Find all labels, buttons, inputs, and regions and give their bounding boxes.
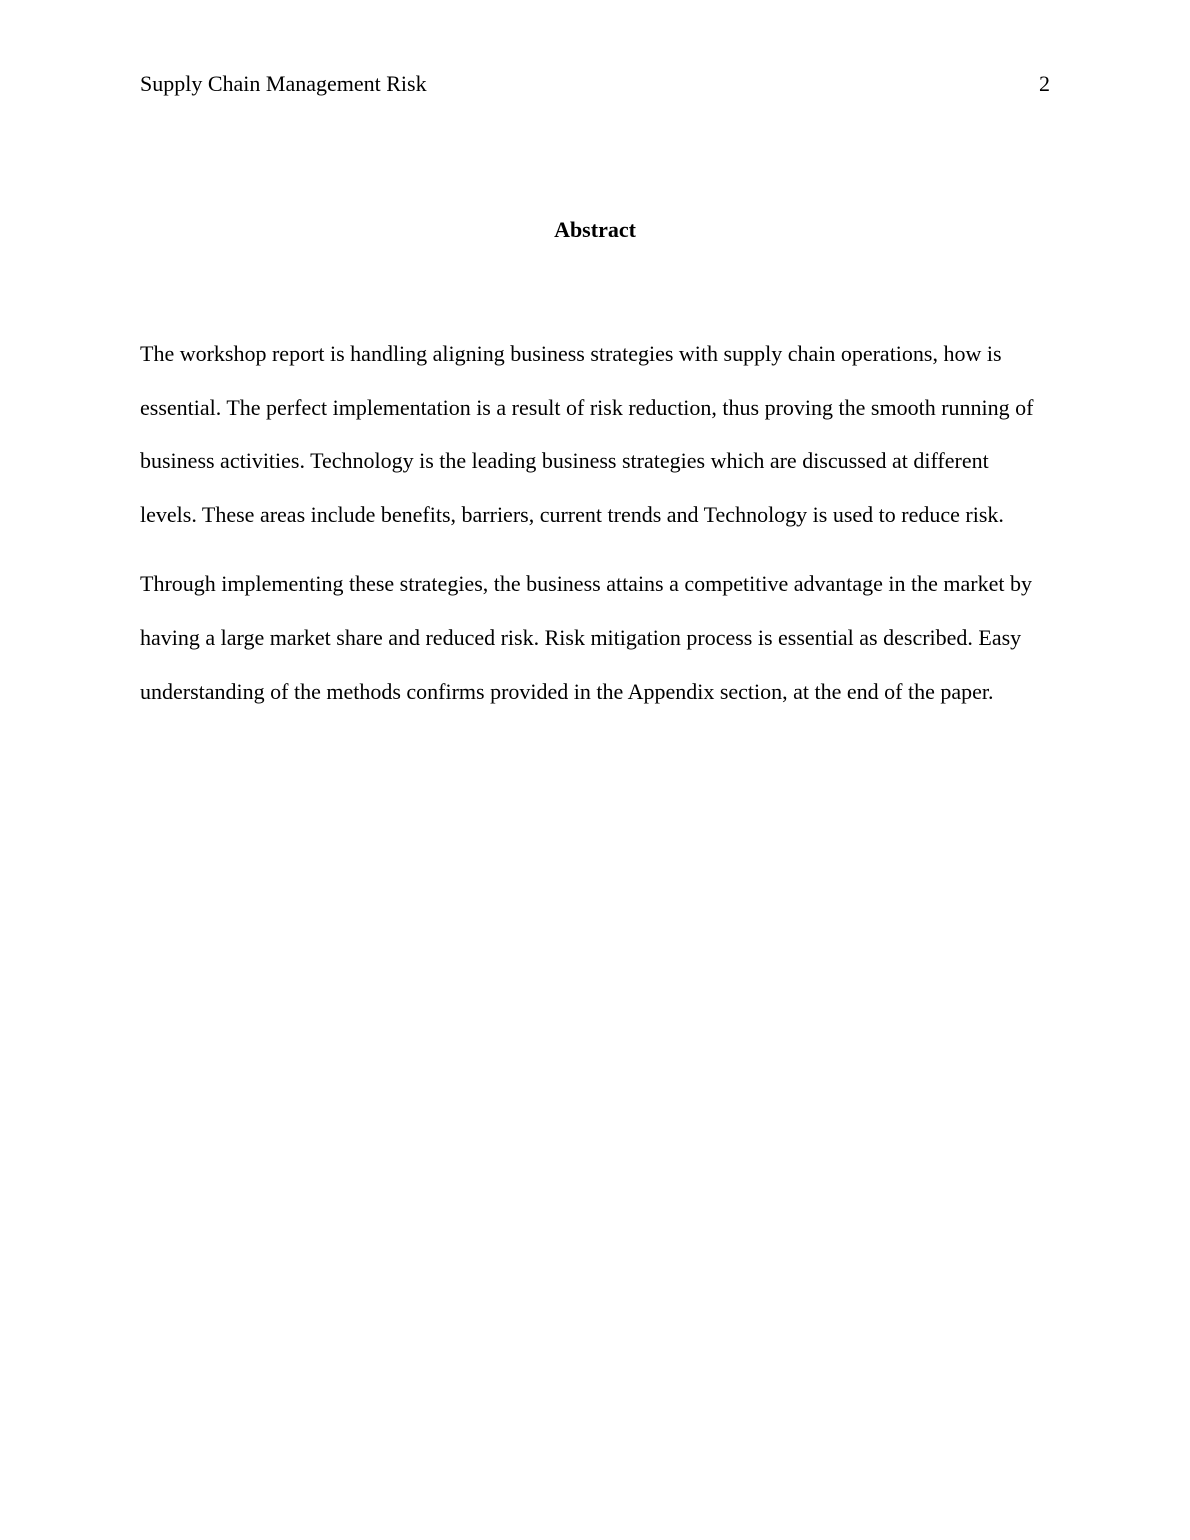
abstract-paragraph-2: Through implementing these strategies, the business attains a competitive advantage in the market by having a large market share and reduced risk. Risk mitigation process is essential as described. Easy understanding of the methods confirms provided in the Appendix section, at the end of the paper. [140, 571, 1032, 704]
running-head: Supply Chain Management Risk [140, 71, 427, 96]
page-number: 2 [1039, 71, 1050, 96]
abstract-paragraph-1: The workshop report is handling aligning business strategies with supply chain operations, how is essential. The perfect implementation is a result of risk reduction, thus proving the smooth running of business activities. Technology is the leading business strategies which are discussed at different levels. These areas include benefits, barriers, current trends and Technology is used to reduce risk. [140, 341, 1034, 527]
section-heading: Abstract [554, 217, 636, 242]
abstract-body [140, 327, 1050, 718]
